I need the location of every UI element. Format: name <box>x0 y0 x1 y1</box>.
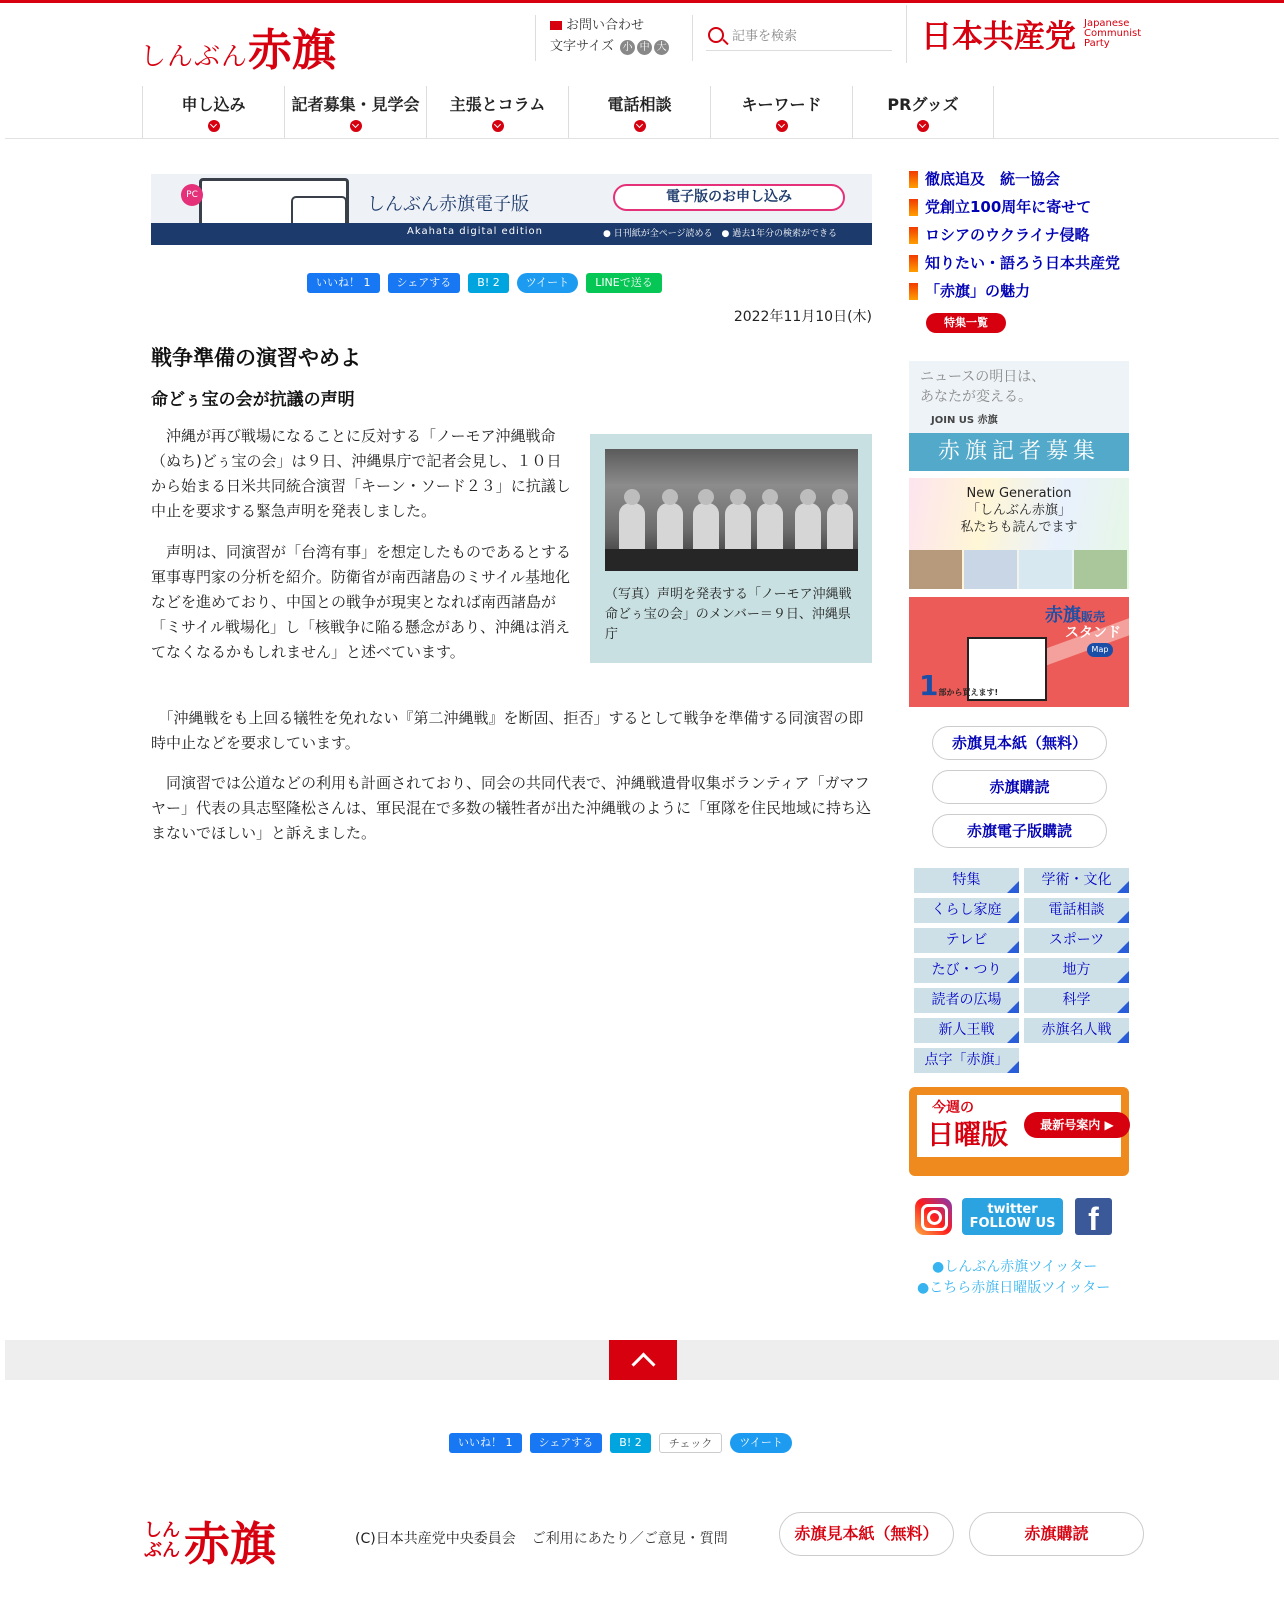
chevron-down-icon <box>634 120 646 132</box>
latest-issue-button[interactable]: 最新号案内 ▶ <box>1024 1112 1130 1138</box>
stand-one-number: 1 <box>919 669 939 702</box>
font-size-label: 文字サイズ <box>550 39 614 54</box>
category-link[interactable]: 科学 <box>1024 988 1129 1013</box>
nav-item-opinion[interactable] <box>426 86 568 138</box>
nav-label: 記者募集・見学会 <box>291 95 420 114</box>
banner-apply-button[interactable]: 電子版のお申し込み <box>613 184 845 211</box>
party-logo[interactable] <box>906 5 1146 63</box>
stand-one-copy <box>919 669 998 702</box>
contact-link[interactable] <box>550 15 692 36</box>
contact-label: お問い合わせ <box>566 18 645 33</box>
mail-icon <box>550 21 562 30</box>
sales-stand-banner[interactable] <box>909 597 1129 707</box>
newgen-text: New Generation 「しんぶん赤旗」 私たちも読んでます <box>960 486 1078 535</box>
bullet-icon: ● <box>917 1280 930 1296</box>
nav-label: 電話相談 <box>607 95 672 114</box>
article-paragraph: 「沖縄戦をも上回る犠牲を免れない『第二沖縄戦』を断固、拒否」するとして戦争を準備する同演習の即時中止などを要求しています。 <box>151 709 864 752</box>
banner-title-small: しんぶん <box>367 194 439 215</box>
sunday-week-label: 今週の <box>932 1100 974 1116</box>
category-link[interactable]: テレビ <box>914 928 1019 953</box>
press-table <box>605 549 858 571</box>
tweet-button[interactable]: ツイート <box>730 1433 791 1453</box>
stand-map-badge: Map <box>1087 643 1113 657</box>
face-photo <box>909 550 962 589</box>
chevron-down-icon <box>208 120 220 132</box>
nav-item-keyword[interactable] <box>710 86 852 138</box>
digital-edition-banner[interactable] <box>151 174 872 245</box>
nav-item-apply[interactable] <box>142 86 284 138</box>
sample-paper-button[interactable]: 赤旗見本紙（無料） <box>932 726 1107 760</box>
face-photo <box>1019 550 1072 589</box>
font-size-large-button[interactable]: 大 <box>654 40 669 55</box>
twitter-link-akahata[interactable] <box>932 1256 1097 1276</box>
features-list-button[interactable]: 特集一覧 <box>926 313 1006 333</box>
nav-label: 主張とコラム <box>449 95 546 114</box>
feature-link[interactable]: ロシアのウクライナ侵略 <box>909 224 1139 252</box>
banner-title-big: 赤旗電子版 <box>439 194 529 215</box>
bullet-icon: ● <box>932 1259 945 1275</box>
nav-item-phone[interactable] <box>568 86 710 138</box>
line-send-button[interactable]: LINEで送る <box>586 273 662 293</box>
person-figure <box>725 503 751 553</box>
global-nav <box>142 86 994 138</box>
article-title: 戦争準備の演習やめよ <box>151 346 361 370</box>
footer-logo-small: しん ぶん <box>144 1520 180 1561</box>
face-photo <box>1074 550 1127 589</box>
category-link[interactable]: 特集 <box>914 868 1019 893</box>
recruit-title: 赤旗記者募集 <box>909 433 1129 471</box>
faces-strip <box>909 550 1129 589</box>
feature-link[interactable]: 「赤旗」の魅力 <box>909 280 1139 308</box>
banner-notes: ● 日刊紙が全ページ読める ● 過去1年分の検索ができる <box>603 229 837 239</box>
banner-edition: Akahata digital edition <box>407 226 543 237</box>
party-name: 日本共産党 <box>921 19 1076 55</box>
subscribe-button[interactable]: 赤旗購読 <box>932 770 1107 804</box>
feature-link[interactable]: 知りたい・語ろう日本共産党 <box>909 252 1139 280</box>
nav-item-goods[interactable] <box>852 86 994 138</box>
search-input[interactable] <box>706 24 892 51</box>
font-size-medium-button[interactable]: 中 <box>637 40 652 55</box>
recruit-text: ニュースの明日は、 あなたが変える。 <box>920 369 1046 405</box>
stand-one-text: 部から買えます! <box>938 688 999 697</box>
article-photo <box>590 434 872 663</box>
stand-title-sub: 販売 <box>1081 610 1106 624</box>
photo-image <box>605 449 858 571</box>
share-buttons-top <box>307 272 670 294</box>
recruit-banner[interactable] <box>909 361 1129 471</box>
font-size-control <box>550 36 692 57</box>
feature-link[interactable]: 徹底追及 統一協会 <box>909 168 1139 196</box>
back-to-top-button[interactable] <box>609 1340 677 1380</box>
chevron-down-icon <box>350 120 362 132</box>
banner-title <box>367 186 529 217</box>
digital-subscribe-button[interactable]: 赤旗電子版購読 <box>932 814 1107 848</box>
category-link[interactable]: 電話相談 <box>1024 898 1129 923</box>
category-grid <box>914 868 1130 1073</box>
site-logo[interactable] <box>140 14 336 78</box>
party-name-en: Japanese Communist Party <box>1084 17 1142 49</box>
copyright: (C)日本共産党中央委員会 <box>355 1531 516 1547</box>
facebook-like-button[interactable]: いいね！ 1 <box>449 1433 522 1453</box>
instagram-icon[interactable] <box>915 1198 952 1235</box>
facebook-like-button[interactable]: いいね！ 1 <box>307 273 380 293</box>
hatena-bookmark-button[interactable]: B! 2 <box>610 1433 650 1453</box>
feature-link[interactable]: 党創立100周年に寄せて <box>909 196 1139 224</box>
article-paragraph: 沖縄が再び戦場になることに反対する「ノーモア沖縄戦命（ぬち)どぅ宝の会」は９日、沖縄県庁で記者会見し、１０日から始まる日米共同統合演習「キーン・ソード２３」に抗議し中止を要求する緊急声明を発表しました。 <box>151 427 571 520</box>
category-link[interactable]: スポーツ <box>1024 928 1129 953</box>
logo-big-text: 赤旗 <box>248 25 337 76</box>
facebook-share-button[interactable]: シェアする <box>530 1433 603 1453</box>
facebook-share-button[interactable]: シェアする <box>388 273 461 293</box>
search-placeholder: 記事を検索 <box>732 29 798 44</box>
sunday-edition-banner[interactable] <box>909 1087 1129 1176</box>
footer-text <box>355 1528 728 1548</box>
category-link[interactable]: 地方 <box>1024 958 1129 983</box>
category-link[interactable]: たび・つり <box>914 958 1019 983</box>
nav-item-recruit[interactable] <box>284 86 426 138</box>
tweet-button[interactable]: ツイート <box>517 273 578 293</box>
usage-link[interactable]: ご利用にあたり／ご意見・質問 <box>531 1531 728 1547</box>
nav-label: PRグッズ <box>887 95 959 114</box>
footer-sample-paper-button[interactable]: 赤旗見本紙（無料） <box>779 1512 954 1556</box>
utility-box <box>535 15 693 61</box>
share-buttons-bottom <box>449 1432 800 1453</box>
twitter-link-label: しんぶん赤旗ツイッター <box>944 1259 1098 1275</box>
recruit-join: JOIN US 赤旗 <box>931 415 998 426</box>
logo-small-text: しんぶん <box>140 42 249 72</box>
person-figure <box>693 503 719 553</box>
photo-caption: （写真）声明を発表する「ノーモア沖縄戦命どぅ宝の会」のメンバー＝９日、沖縄県庁 <box>605 587 852 642</box>
article-paragraph: 声明は、同演習が「台湾有事」を想定したものであるとする軍事専門家の分析を紹介。防衛省が南西諸島のミサイル基地化などを進めており、中国との戦争が現実となれば南西諸島が「ミサイル戦場化」し「核戦争に陥る懸念があり、沖縄は消えてなくなるかもしれません」と述べています。 <box>151 543 572 661</box>
mixi-check-button[interactable]: チェック <box>659 1433 723 1453</box>
chevron-down-icon <box>776 120 788 132</box>
font-size-small-button[interactable]: 小 <box>620 40 635 55</box>
twitter-link-sunday[interactable] <box>917 1277 1110 1297</box>
chevron-down-icon <box>917 120 929 132</box>
footer-subscribe-button[interactable]: 赤旗購読 <box>969 1512 1144 1556</box>
stand-title-main: 赤旗 <box>1045 605 1081 626</box>
feature-links <box>909 168 1139 308</box>
category-link[interactable]: くらし家庭 <box>914 898 1019 923</box>
stand-subtitle: スタンド <box>1065 625 1121 641</box>
article-date: 2022年11月10日(木) <box>733 309 872 325</box>
pc-badge: PC <box>181 184 203 206</box>
hatena-bookmark-button[interactable]: B! 2 <box>468 273 508 293</box>
category-link[interactable]: 学術・文化 <box>1024 868 1129 893</box>
nav-label: 申し込み <box>181 95 246 114</box>
person-figure <box>827 503 853 553</box>
footer-logo-big: 赤旗 <box>184 1517 276 1571</box>
article-paragraph: 同演習では公道などの利用も計画されており、同会の共同代表で、沖縄戦遺骨収集ボランティア「ガマフヤー」代表の具志堅隆松さんは、軍民混在で多数の犠牲者が出た沖縄戦のように「軍隊を住民地域に持ち込まないでほしい」と訴えました。 <box>151 774 872 842</box>
footer-logo[interactable] <box>144 1508 276 1574</box>
category-link[interactable]: 新人王戦 <box>914 1018 1019 1043</box>
chevron-down-icon <box>492 120 504 132</box>
person-figure <box>757 503 783 553</box>
new-generation-banner[interactable] <box>909 478 1129 589</box>
person-figure <box>657 503 683 553</box>
top-accent-line <box>0 0 1284 3</box>
category-link[interactable]: 点字「赤旗」 <box>914 1048 1019 1073</box>
face-photo <box>964 550 1017 589</box>
article-subtitle: 命どぅ宝の会が抗議の声明 <box>151 390 355 410</box>
search-icon[interactable] <box>708 27 724 43</box>
twitter-link-label: こちら赤旗日曜版ツイッター <box>929 1280 1111 1296</box>
category-link[interactable]: 読者の広場 <box>914 988 1019 1013</box>
twitter-follow-icon[interactable]: twitter FOLLOW US <box>962 1198 1063 1235</box>
nav-label: キーワード <box>741 95 822 114</box>
nav-divider <box>5 138 1279 139</box>
sunday-title: 日曜版 <box>927 1120 1008 1151</box>
facebook-icon[interactable]: f <box>1075 1198 1112 1235</box>
person-figure <box>795 503 821 553</box>
category-link[interactable]: 赤旗名人戦 <box>1024 1018 1129 1043</box>
person-figure <box>619 503 645 553</box>
